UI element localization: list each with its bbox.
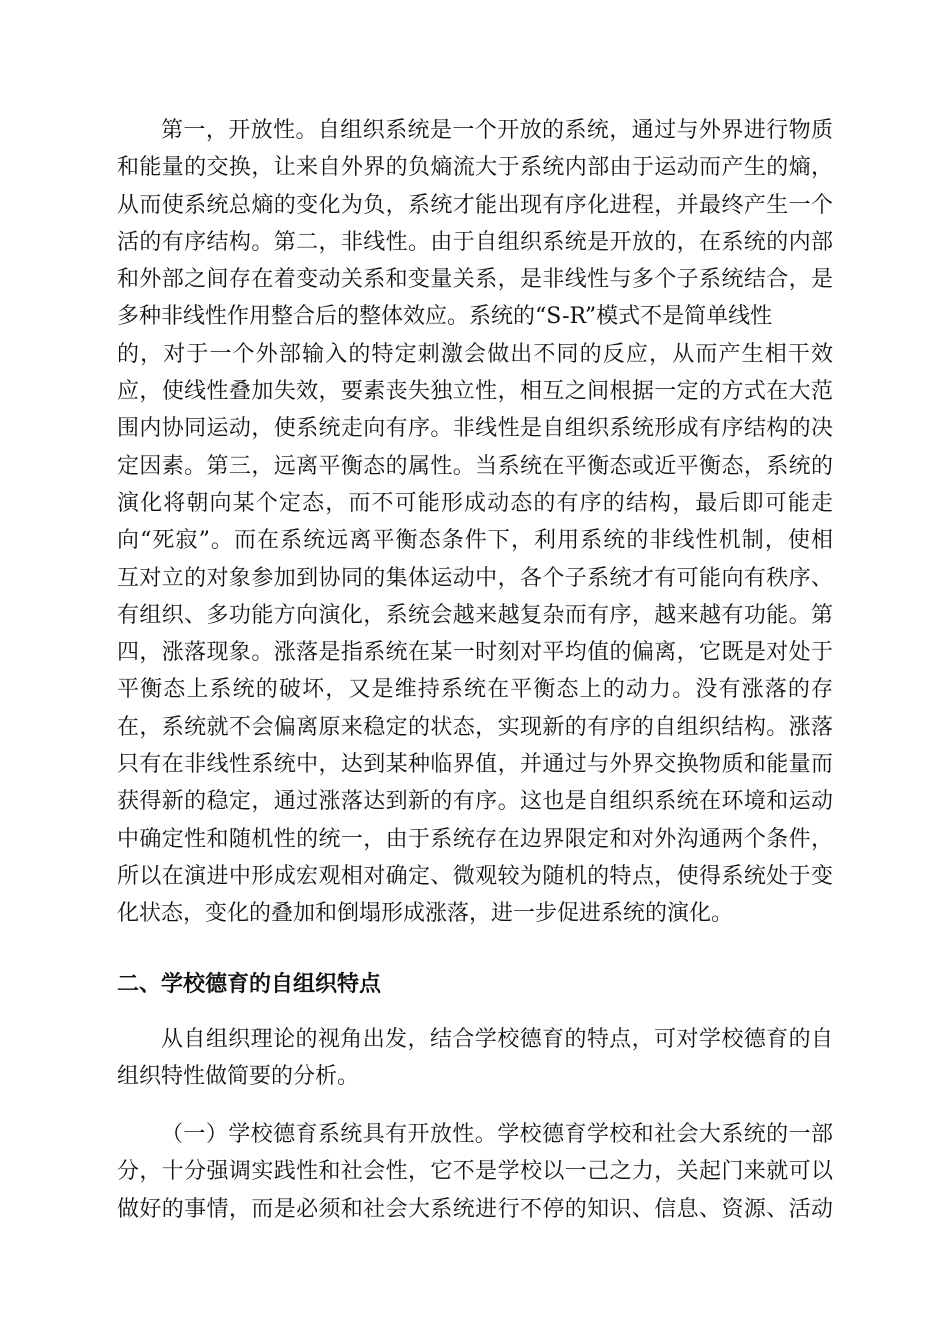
paragraph-open-system-properties	[117, 112, 833, 933]
paragraph-line: 第一，开放性。自组织系统是一个开放的系统，通过与外界进行物质	[161, 118, 833, 143]
paragraph-line: 做好的事情，而是必须和社会大系统进行不停的知识、信息、资源、活动	[117, 1196, 833, 1222]
paragraph-line: 活的有序结构。第二，非线性。由于自组织系统是开放的，在系统的内部	[117, 229, 833, 255]
paragraph-line: 的，对于一个外部输入的特定刺激会做出不同的反应，从而产生相干效	[117, 341, 833, 367]
paragraph-line: 围内协同运动，使系统走向有序。非线性是自组织系统形成有序结构的决	[117, 416, 833, 442]
paragraph-line: 从自组织理论的视角出发，结合学校德育的特点，可对学校德育的自	[161, 1027, 833, 1052]
paragraph-line: 中确定性和随机性的统一，由于系统存在边界限定和对外沟通两个条件，	[117, 826, 833, 852]
paragraph-line: 平衡态上系统的破坏，又是维持系统在平衡态上的动力。没有涨落的存	[117, 677, 833, 703]
paragraph-line: 演化将朝向某个定态，而不可能形成动态的有序的结构，最后即可能走	[117, 490, 833, 516]
paragraph-intro	[117, 1021, 833, 1096]
paragraph-line: 获得新的稳定，通过涨落达到新的有序。这也是自组织系统在环境和运动	[117, 789, 833, 815]
paragraph-line: （一）学校德育系统具有开放性。学校德育学校和社会大系统的一部	[161, 1122, 833, 1147]
paragraph-line: 和能量的交换，让来自外界的负熵流大于系统内部由于运动而产生的熵，	[117, 155, 833, 181]
paragraph-line: 四，涨落现象。涨落是指系统在某一时刻对平均值的偏离，它既是对处于	[117, 640, 833, 666]
paragraph-line: 从而使系统总熵的变化为负，系统才能出现有序化进程，并最终产生一个	[117, 192, 833, 218]
paragraph-line: 所以在演进中形成宏观相对确定、微观较为随机的特点，使得系统处于变	[117, 863, 833, 889]
paragraph-line: 应，使线性叠加失效，要素丧失独立性，相互之间根据一定的方式在大范	[117, 379, 833, 405]
section-heading-text: 二、学校德育的自组织特点	[117, 972, 382, 997]
paragraph-line: 向“死寂”。而在系统远离平衡态条件下，利用系统的非线性机制，使相	[117, 528, 833, 554]
section-heading	[117, 966, 833, 1004]
paragraph-openness	[117, 1116, 833, 1228]
paragraph-line: 和外部之间存在着变动关系和变量关系，是非线性与多个子系统结合，是	[117, 267, 833, 293]
paragraph-line: 化状态，变化的叠加和倒塌形成涨落，进一步促进系统的演化。	[117, 901, 734, 927]
paragraph-line: 组织特性做简要的分析。	[117, 1064, 360, 1090]
paragraph-line: 互对立的对象参加到协同的集体运动中，各个子系统才有可能向有秩序、	[117, 565, 833, 591]
paragraph-line: 有组织、多功能方向演化，系统会越来越复杂而有序，越来越有功能。第	[117, 602, 833, 628]
paragraph-line: 多种非线性作用整合后的整体效应。系统的“S-R”模式不是简单线性	[117, 304, 773, 330]
paragraph-line: 分，十分强调实践性和社会性，它不是学校以一己之力，关起门来就可以	[117, 1159, 833, 1185]
paragraph-line: 定因素。第三，远离平衡态的属性。当系统在平衡态或近平衡态，系统的	[117, 453, 833, 479]
paragraph-line: 在，系统就不会偏离原来稳定的状态，实现新的有序的自组织结构。涨落	[117, 714, 833, 740]
paragraph-line: 只有在非线性系统中，达到某种临界值，并通过与外界交换物质和能量而	[117, 752, 833, 778]
